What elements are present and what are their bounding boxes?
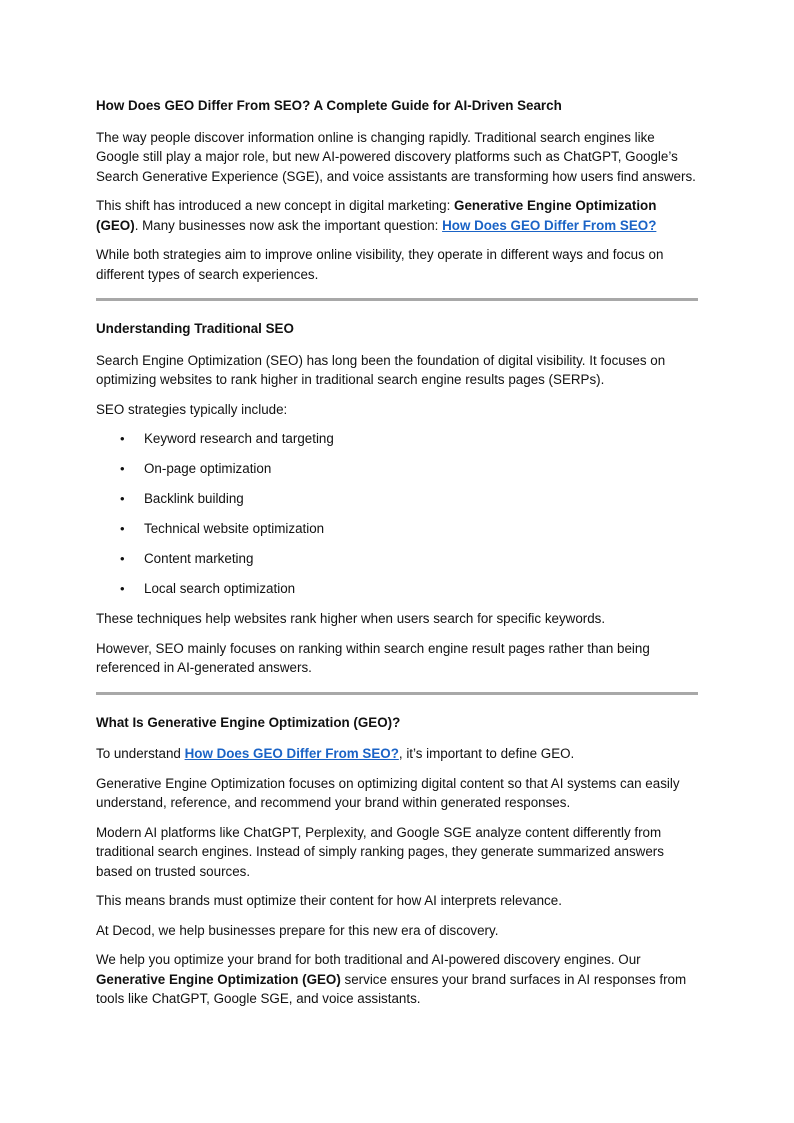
bullet-icon: •	[120, 551, 125, 566]
section-heading-geo: What Is Generative Engine Optimization (GEO)?	[96, 714, 401, 730]
list-item	[96, 519, 698, 539]
list-item-text: Backlink building	[144, 491, 244, 506]
text-span: This shift has introduced a new concept in digital marketing:	[96, 198, 455, 213]
geo-vs-seo-link[interactable]: How Does GEO Differ From SEO?	[184, 746, 399, 761]
seo-limitation-paragraph: However, SEO mainly focuses on ranking within search engine result pages rather than being referenced in AI-generated answers.	[96, 640, 650, 675]
bullet-icon: •	[120, 431, 125, 446]
text-span: We help you optimize your brand for both traditional and AI-powered discovery engines. Our	[96, 952, 641, 967]
seo-techniques-paragraph: These techniques help websites rank higher when users search for specific keywords.	[96, 611, 606, 626]
section-divider	[96, 692, 698, 695]
document-body	[96, 96, 698, 1019]
service-paragraph	[96, 950, 698, 1009]
bullet-icon: •	[120, 581, 125, 596]
seo-definition-paragraph: Search Engine Optimization (SEO) has long been the foundation of digital visibility. It focuses on optimizing websites to rank higher in traditional search engine results pages (SERPs).	[96, 352, 666, 387]
list-item-text: Technical website optimization	[144, 521, 325, 536]
section-heading-seo: Understanding Traditional SEO	[96, 321, 294, 336]
page-title: How Does GEO Differ From SEO? A Complete Guide for AI-Driven Search	[96, 98, 562, 113]
bold-term: Generative Engine Optimization (GEO)	[96, 198, 657, 233]
seo-strategies-list	[96, 429, 698, 599]
text-span: To understand	[96, 746, 185, 761]
list-item	[96, 489, 698, 509]
text-span: , it’s important to define GEO.	[398, 746, 575, 761]
intro-paragraph: The way people discover information online is changing rapidly. Traditional search engines like Google still play a major role, but new AI-powered discovery platforms such as ChatGPT, Google’s Search Generative Experience (SGE), and voice assistants are transforming how users find answers.	[96, 129, 696, 184]
visibility-paragraph: While both strategies aim to improve online visibility, they operate in different ways and focus on different types of search experiences.	[96, 247, 664, 282]
optimize-relevance-paragraph: This means brands must optimize their content for how AI interprets relevance.	[96, 893, 562, 908]
section-divider	[96, 298, 698, 301]
list-item	[96, 459, 698, 479]
geo-definition-paragraph: Generative Engine Optimization focuses on optimizing digital content so that AI systems can easily understand, reference, and recommend your brand within generated responses.	[96, 775, 680, 810]
bullet-icon: •	[120, 461, 125, 476]
list-item	[96, 549, 698, 569]
geo-concept-paragraph	[96, 196, 698, 235]
decod-paragraph: At Decod, we help businesses prepare for this new era of discovery.	[96, 922, 499, 938]
bullet-icon: •	[120, 491, 125, 506]
bullet-icon: •	[120, 521, 125, 536]
list-item	[96, 579, 698, 599]
text-span: service ensures your brand surfaces in AI responses from tools like ChatGPT, Google SGE, and voice assistants.	[96, 971, 687, 1006]
seo-strategies-intro: SEO strategies typically include:	[96, 401, 288, 417]
list-item-text: On-page optimization	[144, 461, 272, 476]
bold-term: Generative Engine Optimization (GEO)	[96, 971, 341, 987]
define-geo-paragraph	[96, 744, 698, 764]
list-item	[96, 429, 698, 449]
text-span: . Many businesses now ask the important question:	[134, 217, 443, 233]
list-item-text: Local search optimization	[144, 581, 296, 596]
ai-platforms-paragraph: Modern AI platforms like ChatGPT, Perplexity, and Google SGE analyze content differently from traditional search engines. Instead of simply ranking pages, they generate summarized answers based on trusted sources.	[96, 824, 664, 879]
list-item-text: Content marketing	[144, 551, 254, 566]
geo-vs-seo-link[interactable]: How Does GEO Differ From SEO?	[442, 217, 657, 233]
list-item-text: Keyword research and targeting	[144, 431, 334, 446]
